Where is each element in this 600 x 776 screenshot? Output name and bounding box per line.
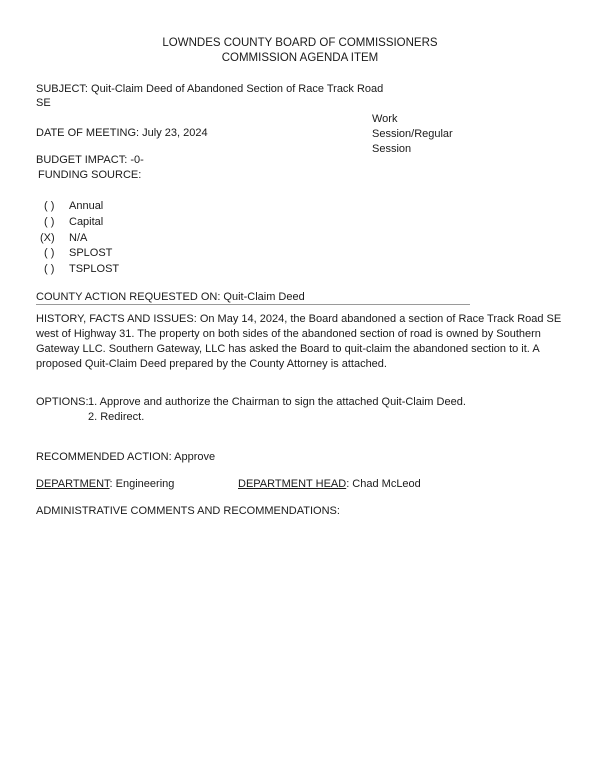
recommended-action: RECOMMENDED ACTION: Approve [36,451,216,463]
checkbox-mark: ( ) [44,200,55,212]
funding-option-annual [44,199,103,213]
checkbox-mark: ( ) [44,216,55,228]
funding-option-label: Capital [69,216,104,228]
department-field [36,477,174,491]
checkbox-mark: ( ) [44,247,55,259]
funding-option-splost [44,246,112,260]
funding-option-label: N/A [69,232,88,244]
meeting-type-line-1: Work [372,113,398,125]
subject-line-2: SE [36,97,51,109]
department-head-value: : Chad McLeod [346,478,421,490]
section-divider [36,304,470,305]
funding-option-label: SPLOST [69,247,113,259]
funding-source-label: FUNDING SOURCE: [38,169,142,181]
meeting-type-line-2: Session/Regular [372,128,453,140]
subject-line-1: SUBJECT: Quit-Claim Deed of Abandoned Section of Race Track Road [36,83,384,95]
administrative-comments: ADMINISTRATIVE COMMENTS AND RECOMMENDATIONS: [36,505,340,517]
budget-impact: BUDGET IMPACT: -0- [36,154,144,166]
department-label: DEPARTMENT [36,478,110,490]
checkbox-mark: ( ) [44,263,55,275]
funding-option-label: Annual [69,200,104,212]
checkbox-mark-checked: (X) [40,232,55,244]
funding-option-na [40,231,87,245]
option-item-1: 1. Approve and authorize the Chairman to sign the attached Quit-Claim Deed. [88,396,466,408]
county-action-requested: COUNTY ACTION REQUESTED ON: Quit-Claim Deed [36,291,305,303]
meeting-date: DATE OF MEETING: July 23, 2024 [36,127,208,139]
department-head-field [238,477,421,491]
option-item-2: 2. Redirect. [88,411,145,423]
meeting-type-line-3: Session [372,143,412,155]
funding-option-tsplost [44,262,119,276]
history-facts-issues: HISTORY, FACTS AND ISSUES: On May 14, 2024, the Board abandoned a section of Race Track Road SE west of Highway 31. The property on both sides of the abandoned section of road is owned by Southern Gateway LLC. Southern Gateway, LLC has asked the Board to quit-claim the abandoned section to it. A proposed Quit-Claim Deed prepared by the County Attorney is attached. [36,313,562,370]
funding-option-capital [44,215,103,229]
document-header [0,36,600,66]
funding-option-label: TSPLOST [69,263,120,275]
department-head-label: DEPARTMENT HEAD [238,478,347,490]
organization-title: LOWNDES COUNTY BOARD OF COMMISSIONERS [162,37,438,49]
options-label: OPTIONS: [36,396,89,408]
document-title: COMMISSION AGENDA ITEM [221,52,379,64]
department-value: : Engineering [109,478,175,490]
